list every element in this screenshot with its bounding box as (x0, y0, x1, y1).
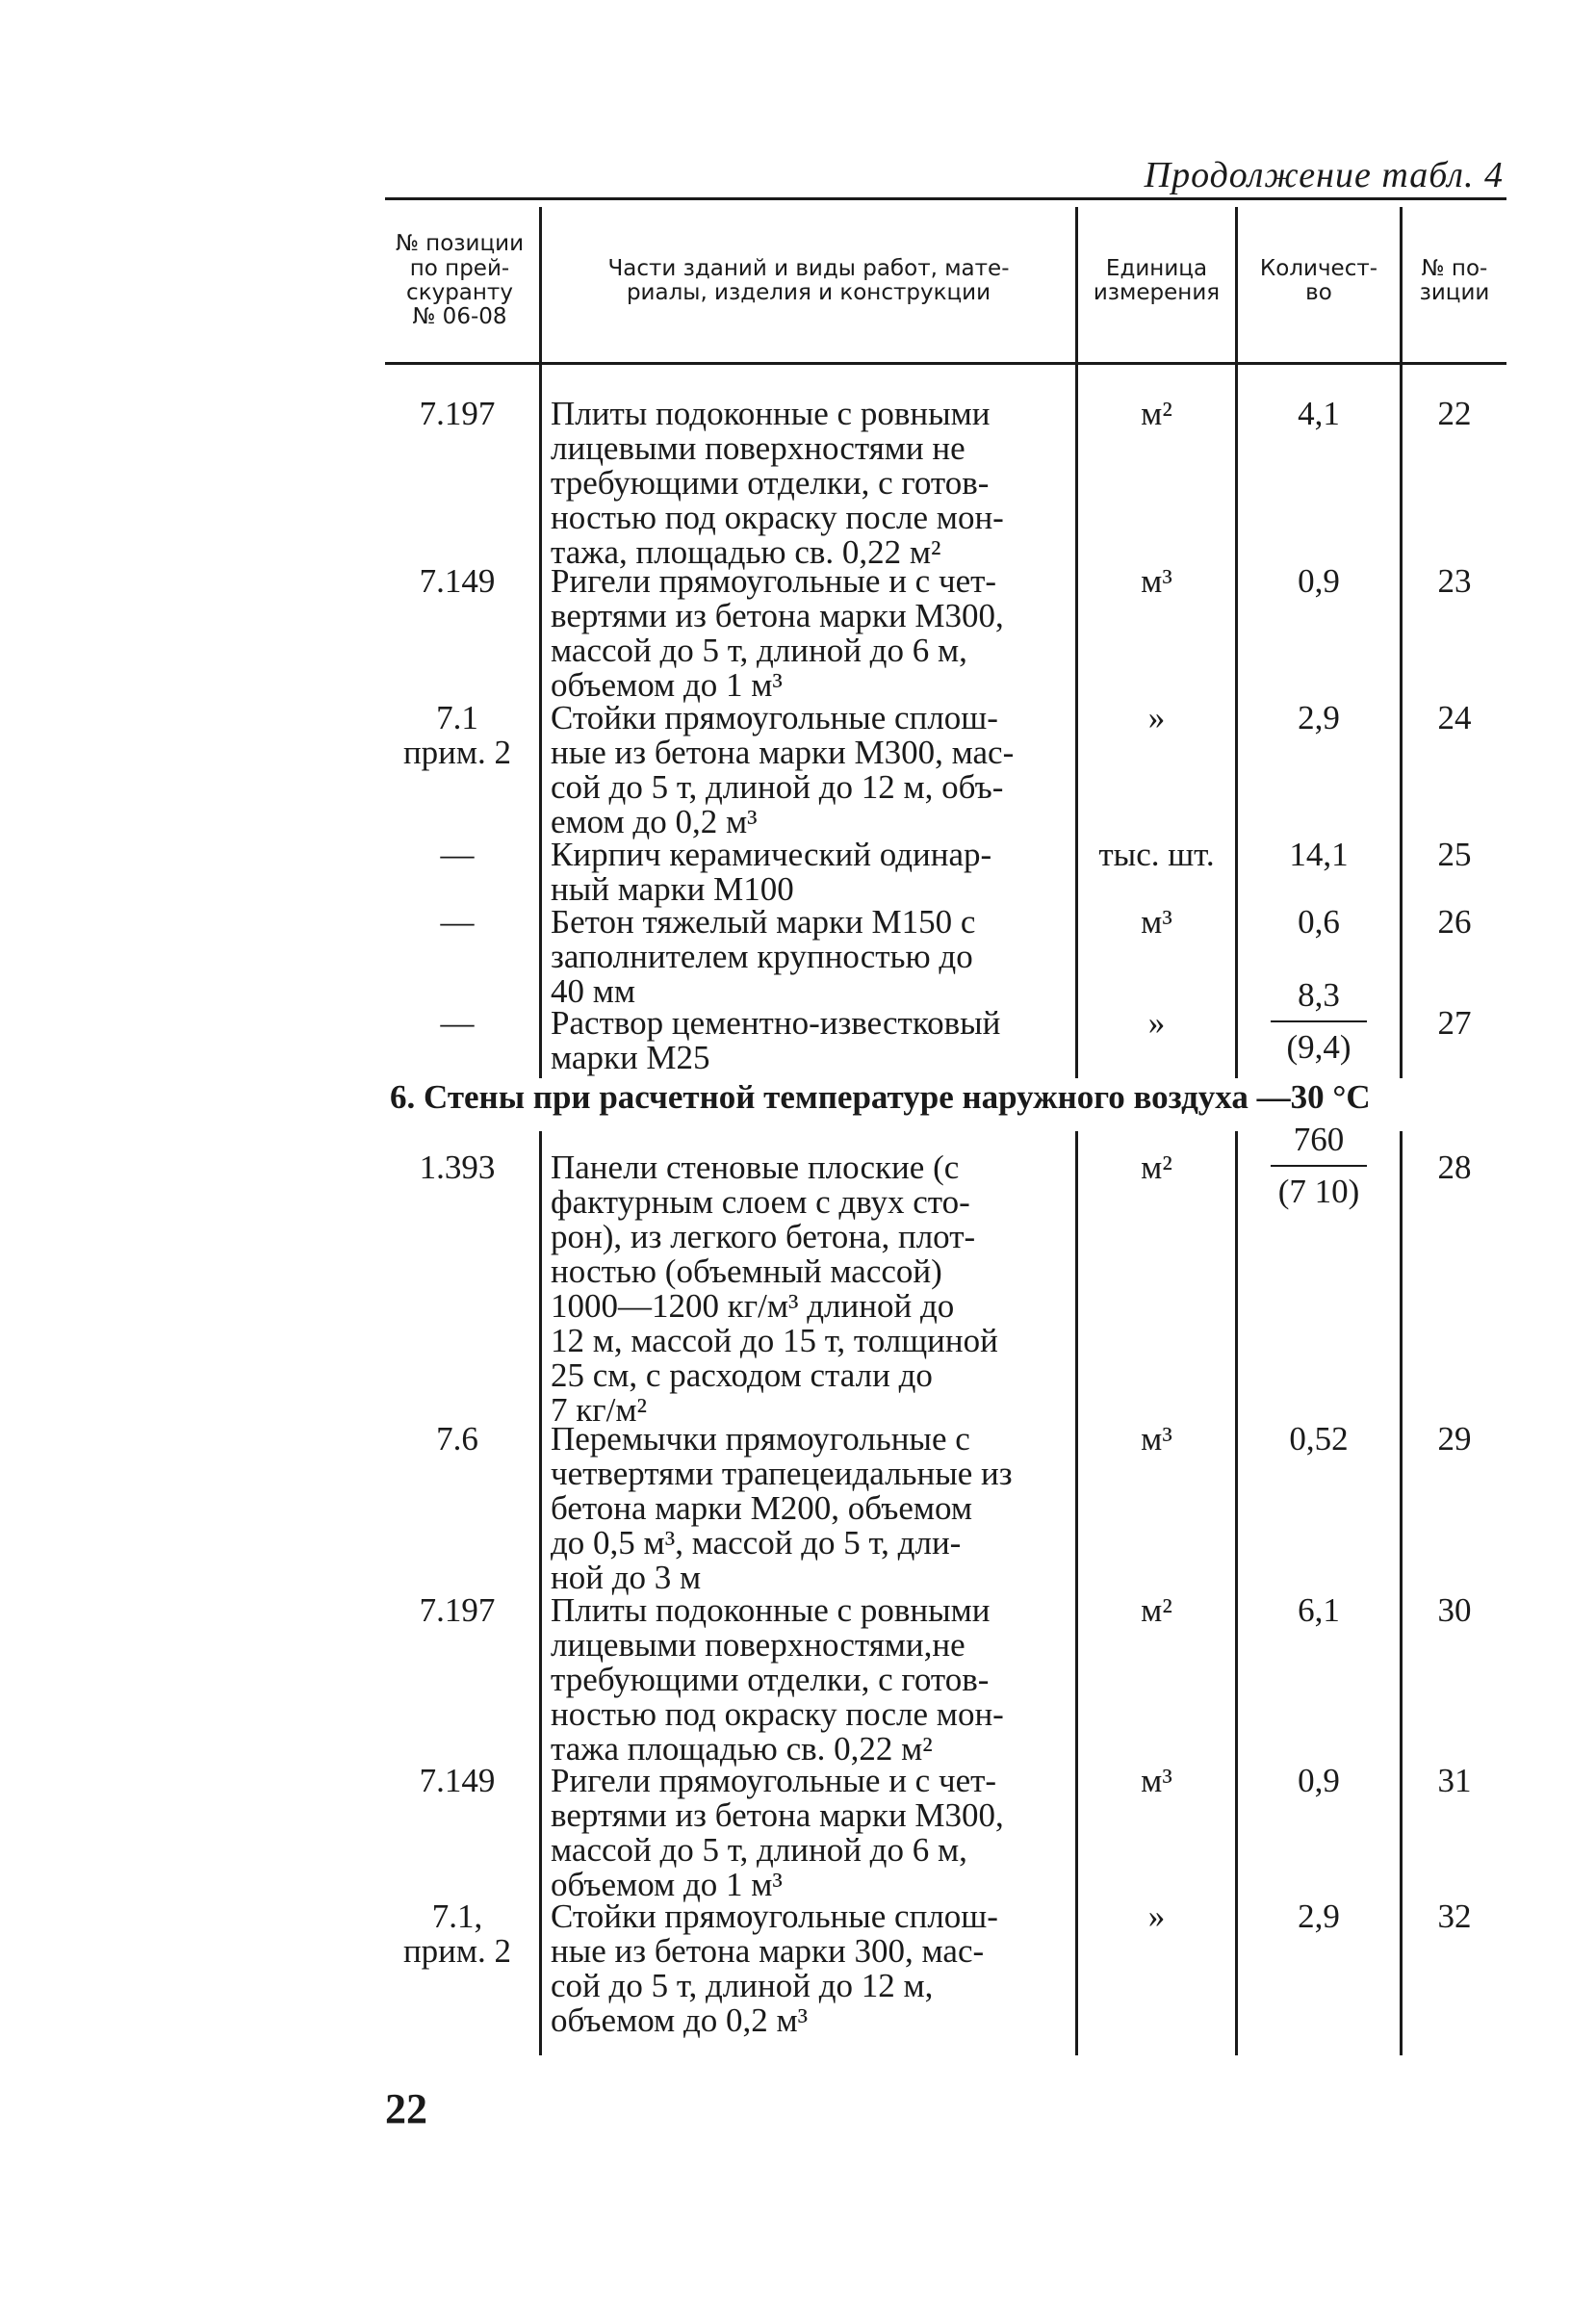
row-unit: м³ (1141, 562, 1172, 600)
header-bottom-rule (385, 362, 1506, 365)
row-quantity-fraction (1251, 978, 1386, 1065)
row-quantity: 4,1 (1298, 395, 1340, 432)
row-unit: м³ (1141, 1420, 1172, 1458)
row-position: 7.6 (436, 1420, 478, 1458)
header-description: Части зданий и виды работ, мате- риалы, изделия и конструкции (607, 255, 1010, 305)
row-position: — (440, 903, 475, 941)
row-description: Стойки прямоугольные сплош- ные из бетона марки 300, мас- сой до 5 т, длиной до 12 м, объемом до 0,2 м³ (551, 1897, 998, 2039)
row-item: 31 (1437, 1762, 1472, 1799)
row-item: 28 (1437, 1149, 1472, 1186)
row-item: 26 (1437, 903, 1472, 941)
table-top-rule (385, 197, 1506, 200)
row-unit: » (1147, 1897, 1166, 1935)
row-item: 25 (1437, 836, 1472, 873)
row-position: 7.1 прим. 2 (402, 699, 512, 771)
row-quantity: 0,52 (1289, 1420, 1349, 1458)
row-unit: м² (1141, 1149, 1172, 1186)
row-quantity: 2,9 (1298, 1897, 1340, 1935)
page-number: 22 (385, 2085, 427, 2132)
row-unit: тыс. шт. (1098, 836, 1215, 873)
section-title: 6. Стены при расчетной температуре наружного воздуха —30 °С (390, 1078, 1371, 1116)
fraction-bar (1271, 1165, 1367, 1167)
quantity-denominator: (7 10) (1277, 1173, 1360, 1210)
row-description: Плиты подоконные с ровными лицевыми поверхностями не требующими отделки, с готов- ностью под окраску после мон- тажа, площадью св. 0,22 м² (551, 395, 1004, 571)
row-description: Панели стеновые плоские (с фактурным слоем с двух сто- рон), из легкого бетона, плот- ностью (объемный массой) 1000—1200 кг/м³ длиной до 12 м, массой до 15 т, толщиной 25 см, с расходом стали до 7 кг/м² (551, 1149, 998, 1429)
quantity-numerator: 760 (1293, 1121, 1345, 1158)
row-position: 1.393 (419, 1149, 496, 1186)
row-unit: м² (1141, 395, 1172, 432)
header-position: № позиции по прей- скуранту № 06-08 (395, 231, 525, 330)
row-description: Плиты подоконные с ровными лицевыми поверхностями,не требующими отделки, с готов- ностью под окраску после мон- тажа площадью св. 0,22 м² (551, 1591, 1004, 1768)
row-quantity: 0,9 (1298, 1762, 1340, 1799)
row-unit: м³ (1141, 1762, 1172, 1799)
row-description: Перемычки прямоугольные с четвертями трапецеидальные из бетона марки М200, объемом до 0,5 м³, массой до 5 т, дли- ной до 3 м (551, 1420, 1013, 1596)
column-divider-1-lower (539, 1131, 542, 2055)
row-item: 32 (1437, 1897, 1472, 1935)
row-position: 7.1, прим. 2 (402, 1897, 512, 1970)
row-item: 24 (1437, 699, 1472, 736)
row-position: 7.149 (419, 1762, 496, 1799)
header-item: № по- зиции (1419, 255, 1490, 305)
continuation-label: Продолжение табл. 4 (1144, 155, 1504, 195)
row-position: 7.149 (419, 562, 496, 600)
row-description: Бетон тяжелый марки М150 с заполнителем крупностью до 40 мм (551, 903, 976, 1010)
row-quantity: 14,1 (1289, 836, 1349, 873)
row-quantity: 2,9 (1298, 699, 1340, 736)
row-position: 7.197 (419, 395, 496, 432)
row-item: 23 (1437, 562, 1472, 600)
row-item: 27 (1437, 1004, 1472, 1042)
row-unit: м² (1141, 1591, 1172, 1629)
row-quantity: 0,9 (1298, 562, 1340, 600)
row-description: Стойки прямоугольные сплош- ные из бетона марки М300, мас- сой до 5 т, длиной до 12 м, объ- емом до 0,2 м³ (551, 699, 1015, 840)
quantity-denominator: (9,4) (1286, 1028, 1351, 1066)
header-unit: Единица измерения (1093, 255, 1221, 305)
row-position: — (440, 836, 475, 873)
quantity-numerator: 8,3 (1298, 976, 1340, 1014)
row-description: Ригели прямоугольные и с чет- вертями из бетона марки М300, массой до 5 т, длиной до 6 м, объемом до 1 м³ (551, 562, 1004, 704)
row-quantity: 0,6 (1298, 903, 1340, 941)
row-unit: » (1147, 699, 1166, 736)
header-quantity: Количест- во (1259, 255, 1378, 305)
row-quantity: 6,1 (1298, 1591, 1340, 1629)
row-description: Кирпич керамический одинар- ный марки М100 (551, 836, 992, 908)
fraction-bar (1271, 1020, 1367, 1022)
row-description: Раствор цементно-известковый марки М25 (551, 1004, 1001, 1076)
row-position: — (440, 1004, 475, 1042)
row-quantity-fraction (1251, 1123, 1386, 1209)
row-item: 29 (1437, 1420, 1472, 1458)
row-unit: м³ (1141, 903, 1172, 941)
row-description: Ригели прямоугольные и с чет- вертями из бетона марки М300, массой до 5 т, длиной до 6 м, объемом до 1 м³ (551, 1762, 1004, 1903)
row-unit: » (1147, 1004, 1166, 1042)
row-item: 30 (1437, 1591, 1472, 1629)
row-item: 22 (1437, 395, 1472, 432)
row-position: 7.197 (419, 1591, 496, 1629)
